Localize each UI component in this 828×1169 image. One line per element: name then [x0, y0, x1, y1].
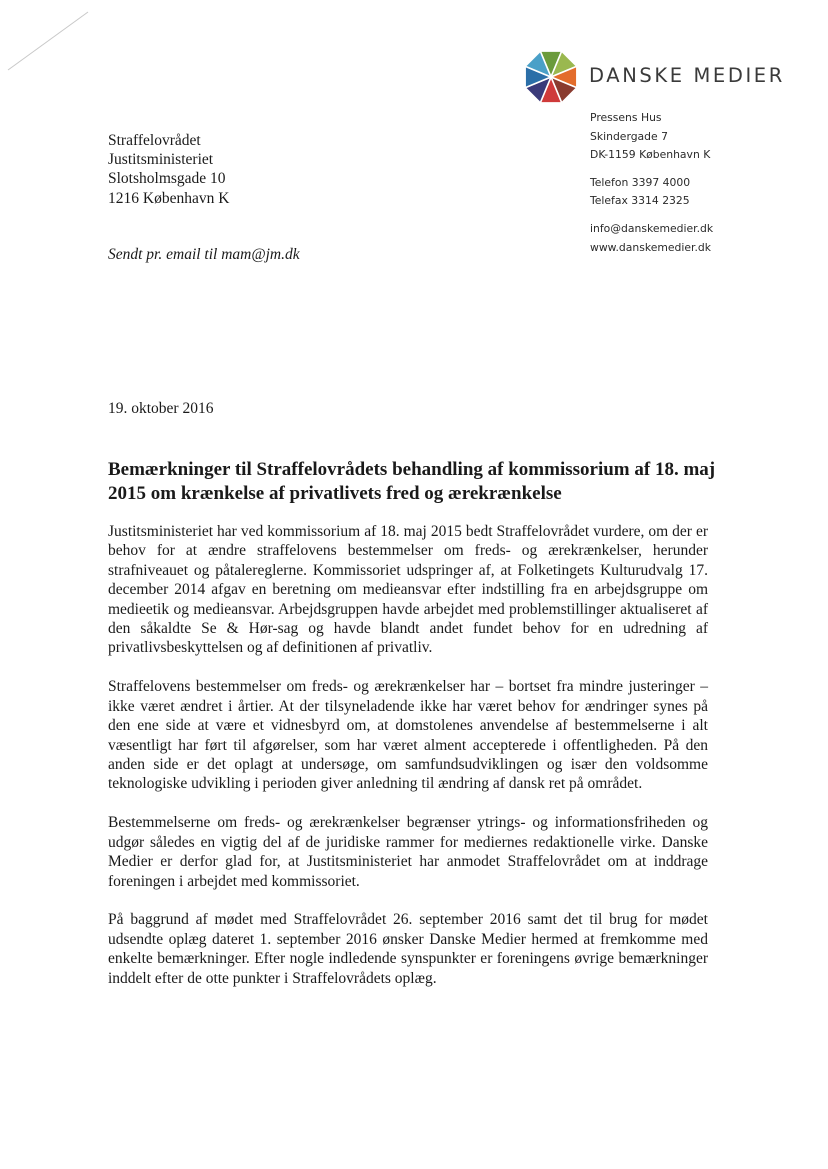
recipient-line: 1216 København K: [108, 189, 230, 207]
body-paragraph: På baggrund af mødet med Straffelovrådet 26. september 2016 samt det til brug for mødet udsendte oplæg dateret 1. september 2016 ønsker Danske Medier hermed at fremkomme med enkelte bemærkninger. Efter nogle indledende synspunkter er foreningens øvrige bemærkninger inddelt efter de otte punkter i Straffelovrådets oplæg.: [108, 911, 708, 987]
sender-email-link[interactable]: info@danskemedier.dk: [590, 221, 714, 235]
sender-line: Pressens Hus: [590, 111, 662, 124]
recipient-line: Straffelovrådet: [108, 132, 201, 149]
letter-body: [108, 522, 708, 1008]
letter-date: 19. oktober 2016: [108, 400, 214, 417]
sent-via-note: Sendt pr. email til mam@jm.dk: [108, 246, 300, 263]
sender-address: [590, 109, 713, 257]
brand-name: DANSKE MEDIER: [589, 64, 785, 87]
sender-fax: Telefax 3314 2325: [590, 194, 690, 208]
body-paragraph: Bestemmelserne om freds- og ærekrænkelser begrænser ytrings- og informationsfriheden og udgør således en vigtig del af de juridiske rammer for mediernes redaktionelle virke. Danske Medier er derfor glad for, at Justitsministeriet har anmodet Straffelovrådet om at inddrage foreningen i arbejdet med kommissoriet.: [108, 814, 708, 890]
scan-corner-mark: [0, 0, 100, 80]
letter-title: Bemærkninger til Straffelovrådets behandling af kommissorium af 18. maj 2015 om krænkelse af privatlivets fred og ærekrænkelse: [108, 459, 716, 504]
recipient-line: Slotsholmsgade 10: [108, 170, 226, 188]
sender-line: DK-1159 København K: [590, 148, 711, 162]
body-paragraph: Justitsministeriet har ved kommissorium af 18. maj 2015 bedt Straffelovrådet vurdere, om der er behov for at ændre straffelovens bestemmelser om freds- og ærekrænkelser, herunder strafniveauet og påtalereglerne. Kommissoriet udspringer af, at Folketingets Kulturudvalg 17. december 2014 afgav en beretning om medieansvar efter indstilling fra en arbejdsgruppe om medieetik og medieansvar. Arbejdsgruppen havde arbejdet med problemstillinger aktualiseret af den såkaldte Se & Hør-sag og havde blandt andet fundet behov for en udredning af privatlivsbeskyttelsen og af definitionen af privatliv.: [108, 523, 708, 657]
recipient-line: Justitsministeriet: [108, 151, 214, 169]
sender-web-link[interactable]: www.danskemedier.dk: [590, 240, 712, 254]
sender-phone: Telefon 3397 4000: [590, 175, 691, 189]
sender-line: Skindergade 7: [590, 129, 668, 143]
danske-medier-logo-icon: [522, 48, 580, 106]
body-paragraph: Straffelovens bestemmelser om freds- og ærekrænkelser har – bortset fra mindre justeringer – ikke været ændret i årtier. At der tilsyneladende ikke har været behov for ændringer synes på den ene side at være et vidnesbyrd om, at domstolenes anvendelse af bestemmelserne i alt væsentligt har ført til afgørelser, som har været alment accepterede i offentligheden. På den anden side er det oplagt at undersøge, om samfundsudviklingen og især den voldsomme teknologiske udvikling i perioden giver anledning til ændring af dansk ret på området.: [108, 678, 708, 793]
recipient-address: [108, 131, 229, 208]
